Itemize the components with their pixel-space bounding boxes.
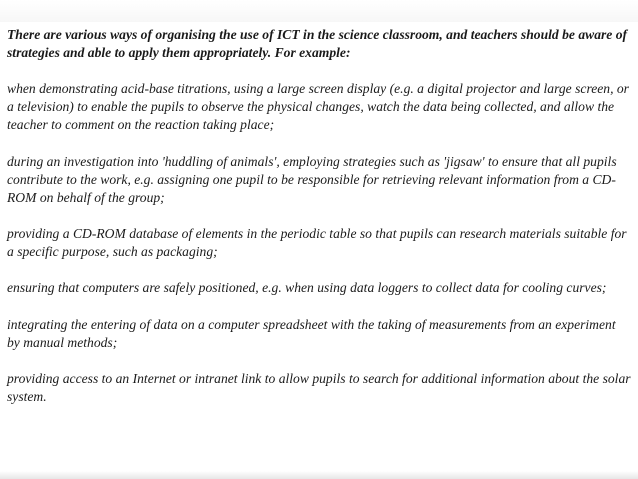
- example-item: providing access to an Internet or intranet link to allow pupils to search for additional information about the solar system.: [7, 370, 631, 404]
- slide-body: [7, 26, 631, 406]
- intro-paragraph: There are various ways of organising the use of ICT in the science classroom, and teachers should be aware of strategies and able to apply them appropriately. For example:: [7, 27, 628, 61]
- example-item: when demonstrating acid-base titrations, using a large screen display (e.g. a digital projector and large screen, or a television) to enable the pupils to observe the physical changes, watch the data being collected, and allow the teacher to comment on the reaction taking place;: [7, 81, 629, 133]
- example-item: providing a CD-ROM database of elements in the periodic table so that pupils can research materials suitable for a specific purpose, such as packaging;: [7, 226, 627, 260]
- slide-top-band: [0, 0, 638, 22]
- example-item: integrating the entering of data on a computer spreadsheet with the taking of measurements from an experiment by manual methods;: [7, 316, 616, 350]
- slide-bottom-shade: [0, 471, 638, 479]
- example-item: ensuring that computers are safely positioned, e.g. when using data loggers to collect data for cooling curves;: [7, 280, 607, 296]
- example-item: during an investigation into 'huddling of animals', employing strategies such as 'jigsaw' to ensure that all pupils contribute to the work, e.g. assigning one pupil to be responsible for retrieving relevant information from a CD-ROM on behalf of the group;: [7, 153, 617, 205]
